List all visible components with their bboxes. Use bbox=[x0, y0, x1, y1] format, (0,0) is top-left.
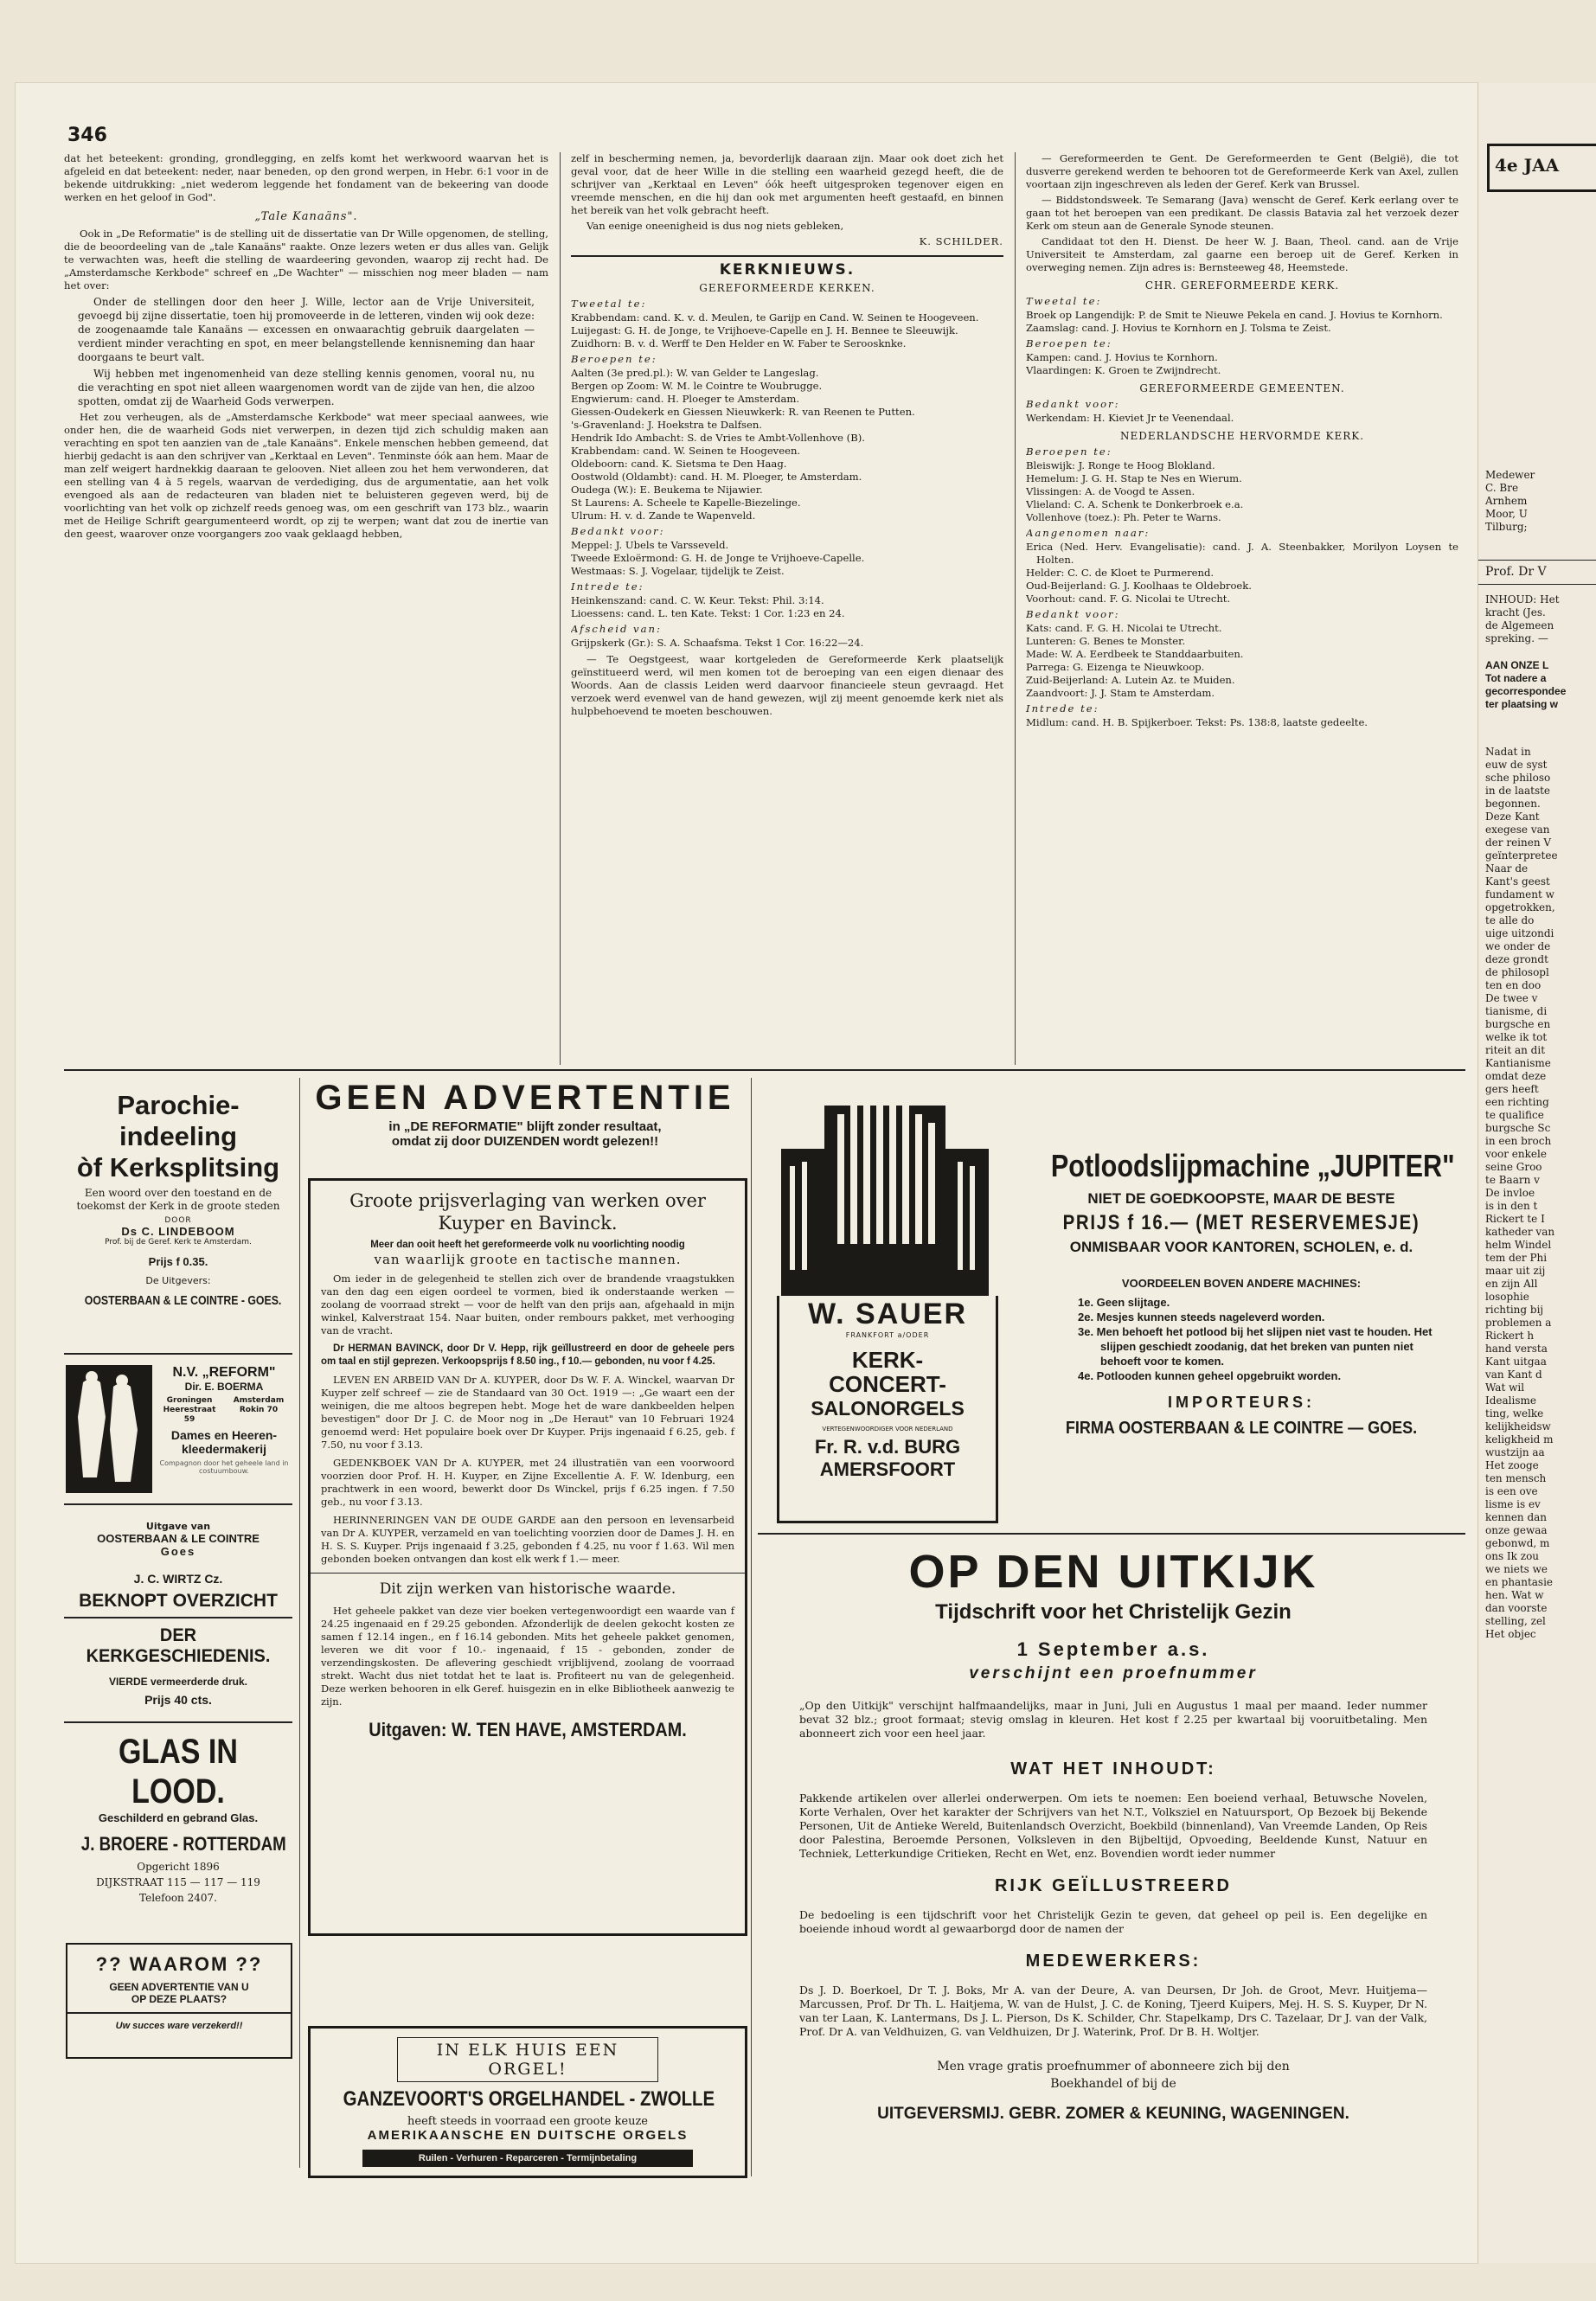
ad-subhead: Dit zijn werken van historische waarde. bbox=[311, 1573, 745, 1598]
ad-title: DER KERKGESCHIEDENIS. bbox=[86, 1625, 271, 1666]
ad-title: ?? WAAROM ?? bbox=[95, 1953, 263, 1975]
news-line: Giessen-Oudekerk en Giessen Nieuwkerk: R. van Reenen te Putten. bbox=[571, 406, 915, 418]
news-line: Hemelum: J. G. H. Stap te Nes en Wierum. bbox=[1026, 472, 1242, 484]
adjacent-line: De invloe bbox=[1485, 1187, 1535, 1199]
news-line: Grijpskerk (Gr.): S. A. Schaafsma. Tekst 1 Cor. 16:22—24. bbox=[571, 637, 864, 649]
ad-title: Potloodslijpmachine „JUPITER" bbox=[1050, 1148, 1455, 1183]
news-line: Meppel: J. Ubels te Varsseveld. bbox=[571, 539, 729, 551]
adjacent-line: begonnen. bbox=[1485, 798, 1541, 810]
adjacent-line: kennen dan bbox=[1485, 1511, 1548, 1523]
ad-text: Men vrage gratis proefnummer of abonneere zich bij den Boekhandel of bij de bbox=[937, 2060, 1290, 2091]
adjacent-line: lisme is ev bbox=[1485, 1498, 1541, 1510]
ad-waarom bbox=[66, 1943, 292, 2059]
ad-divider bbox=[64, 1353, 292, 1355]
article-paragraph: Ook in „De Reformatie" is de stelling uit de dissertatie van Dr Wille opgenomen, de stelling, die de beoordeeling van de „tale Kanaäns" raakte. Onze lezers weten er dus alles van. Gelijk te verwachten was, heeft die stelling de waardeering gevonden, waarop zij recht had. De „Amsterdamsche Kerkbode" schreef en „De Wachter" — misschien nog meer bladen — nam het over: bbox=[64, 228, 548, 292]
adjacent-line: geïnterpretee bbox=[1485, 849, 1558, 862]
ad-subtitle: Tijdschrift voor het Christelijk Gezin bbox=[935, 1600, 1292, 1624]
quoted-paragraph: Onder de stellingen door den heer J. Wille, lector aan de Vrije Universiteit, gevoegd bij zijne dissertatie, toen hij promoveerde in de letteren, vinden wij ook deze: de zoogenaamde tale Kanaäns — excessen en onwaarachtig gebruik daargelaten — verdient minder verachting en spot, en meer belangstellende kennisneming dan haar doorgaans te beurt valt. bbox=[78, 296, 535, 363]
ad-price: Prijs f 0.35. bbox=[148, 1255, 208, 1268]
ad-subhead: MEDEWERKERS: bbox=[1025, 1952, 1202, 1971]
adjacent-text bbox=[1478, 593, 1596, 645]
adjacent-line: C. Bre bbox=[1485, 482, 1519, 494]
tailoring-illustration bbox=[66, 1365, 152, 1493]
church-news-list bbox=[1026, 398, 1458, 425]
ad-text: in „DE REFORMATIE" blijft zonder resultaat, bbox=[388, 1119, 662, 1134]
news-line: Heinkenszand: cand. C. W. Keur. Tekst: Phil. 3:14. bbox=[571, 594, 824, 606]
adjacent-line: burgsche en bbox=[1485, 1018, 1551, 1030]
adjacent-line: losophie bbox=[1485, 1291, 1529, 1303]
adjacent-header bbox=[1487, 144, 1596, 192]
news-category-label: Afscheid van: bbox=[571, 623, 662, 635]
adjacent-line: hand versta bbox=[1485, 1343, 1548, 1355]
ad-feature-item: 1e. Geen slijtage. bbox=[1078, 1296, 1170, 1309]
author-signature: K. SCHILDER. bbox=[919, 235, 1003, 247]
ad-firm: FIRMA OOSTERBAAN & LE COINTRE — GOES. bbox=[1065, 1419, 1418, 1438]
ad-title: J. BROERE - ROTTERDAM bbox=[80, 1833, 286, 1855]
news-line: Vlieland: C. A. Schenk te Donkerbroek e.a. bbox=[1026, 498, 1244, 510]
ad-address: Amsterdam Rokin 70 bbox=[233, 1396, 285, 1414]
ad-column-divider bbox=[751, 1078, 752, 2176]
adjacent-text bbox=[1478, 469, 1596, 534]
news-line: St Laurens: A. Scheele te Kapelle-Biezelinge. bbox=[571, 497, 801, 509]
church-news-list bbox=[571, 298, 1003, 650]
ad-feature-item: 4e. Potlooden kunnen geheel opgebruikt worden. bbox=[1078, 1369, 1342, 1382]
news-line: Bleiswijk: J. Ronge te Hoog Blokland. bbox=[1026, 459, 1215, 471]
ad-divider bbox=[758, 1533, 1465, 1535]
ad-text: verschijnt een proefnummer bbox=[969, 1664, 1258, 1682]
ad-op-den-uitkijk bbox=[765, 1541, 1462, 2170]
article-paragraph: — Gereformeerden te Gent. De Gereformeerden te Gent (België), die tot dusverre gerekend werden te behooren tot de Gereformeerde Kerk van Axel, zullen voortaan zijn ingeschreven als leden der Geref. Kerk van Brussel. bbox=[1026, 152, 1458, 190]
news-line: Hendrik Ido Ambacht: S. de Vries te Ambt-Vollenhove (B). bbox=[571, 432, 865, 444]
ad-bar: Ruilen - Verhuren - Reparceren - Termijnbetaling bbox=[362, 2150, 693, 2167]
church-heading: GEREFORMEERDE KERKEN. bbox=[699, 282, 875, 294]
news-line: Kampen: cand. J. Hovius te Kornhorn. bbox=[1026, 351, 1218, 363]
article-paragraph: Candidaat tot den H. Dienst. De heer W. J. Baan, Theol. cand. aan de Vrije Universiteit te Amsterdam, zal gaarne een beroep uit de Geref. Kerken in overweging nemen. Zijn adres is: Bernsteeweg 48, Heemstede. bbox=[1026, 235, 1458, 273]
ad-text: PRIJS f 16.— (MET RESERVEMESJE) bbox=[1062, 1211, 1420, 1234]
adjacent-line: ten en doo bbox=[1485, 979, 1542, 991]
adjacent-line: Tot nadere a bbox=[1485, 672, 1547, 684]
ad-feature-item: 2e. Mesjes kunnen steeds nageleverd worden. bbox=[1078, 1311, 1325, 1324]
news-category-label: Aangenomen naar: bbox=[1026, 527, 1151, 539]
news-line: Werkendam: H. Kieviet Jr te Veenendaal. bbox=[1026, 412, 1234, 424]
column-divider bbox=[560, 152, 561, 1065]
section-subhead: „Tale Kanaäns". bbox=[254, 210, 358, 223]
ad-kuyper-bavinck bbox=[308, 1178, 747, 1936]
adjacent-line: we onder de bbox=[1485, 940, 1551, 952]
ad-address: DIJKSTRAAT 115 — 117 — 119 bbox=[96, 1876, 260, 1888]
adjacent-line: tem der Phi bbox=[1485, 1252, 1548, 1264]
ad-banner: IN ELK HUIS EEN ORGEL! bbox=[397, 2037, 658, 2082]
ad-text: van waarlijk groote en tactische mannen. bbox=[374, 1252, 682, 1267]
ad-publisher: OOSTERBAAN & LE COINTRE bbox=[97, 1532, 260, 1545]
news-line: Oldeboorn: cand. K. Sietsma te Den Haag. bbox=[571, 458, 787, 470]
ad-text: FRANKFORT a/ODER bbox=[845, 1331, 930, 1339]
news-line: Made: W. A. Eerdbeek te Standdaarbuiten. bbox=[1026, 648, 1244, 660]
adjacent-line: katheder van bbox=[1485, 1226, 1555, 1238]
ad-title: Groote prijsverlaging van werken over Kuyper en Bavinck. bbox=[349, 1190, 706, 1234]
newspaper-page bbox=[16, 83, 1477, 2263]
adjacent-volume: 4e JAA bbox=[1495, 155, 1560, 176]
ad-divider bbox=[64, 1503, 292, 1505]
adjacent-line: ten mensch bbox=[1485, 1472, 1547, 1484]
news-line: Krabbendam: cand. W. Seinen te Hoogeveen. bbox=[571, 445, 801, 457]
ad-subhead: RIJK GEÏLLUSTREERD bbox=[994, 1876, 1233, 1895]
news-line: Zaamslag: cand. J. Hovius te Kornhorn en J. Tolsma te Zeist. bbox=[1026, 322, 1331, 334]
adjacent-line: en phantasie bbox=[1485, 1576, 1554, 1588]
article-paragraph: Het zou verheugen, als de „Amsterdamsche Kerkbode" wat meer speciaal aanwees, wie onder hen, die de waarheid Gods niet verwerpen, in dezen tijd zich schuldig maken aan verachting en spot ten aanzien van de „tale Kanaäns". Enkele menschen hebben gemeend, dat hierbij gedacht is aan den schrijver van „Kerktaal en Leven". Tenminste óók aan hem. Maar de man zelf weigert hardnekkig daaraan te gelooven. Niet alleen zou het hem verwonderen, dat een stelling van 4 à 5 regels, waarvan de verdediging, dus de argumentatie, aan het volk evengoed als aan de redacteuren van bladen niet te beluisteren gegeven werd, bij de voorlichting van het volk op zichzelf reeds genoeg was, om een geschrift van 173 blz., waarin met de Heilige Schrift geargumenteerd wordt, op zij te werpen; want dat zou de inertie van den geest, waarover onze voorgangers zoo vaak geklaagd hebben, bbox=[64, 411, 548, 540]
article-paragraph: dat het beteekent: gronding, grondlegging, en zelfs komt het werkwoord waarvan het is afgeleid en dat beteekent: neder, naar beneden, op den grond werpen, in Hebr. 6:1 voor in de bekende uitdrukking: „niet wederom leggende het fondament van de bekeering van doode werken en het geloof in God". bbox=[64, 152, 548, 203]
news-line: Krabbendam: cand. K. v. d. Meulen, te Garijp en Cand. W. Seinen te Hoogeveen. bbox=[571, 311, 979, 324]
adjacent-line: AAN ONZE L bbox=[1485, 659, 1549, 671]
adjacent-line: en zijn All bbox=[1485, 1278, 1538, 1290]
adjacent-text: Prof. Dr V bbox=[1478, 560, 1596, 585]
ad-title: OP DEN UITKIJK bbox=[908, 1546, 1318, 1598]
adjacent-line: Kantianisme bbox=[1485, 1057, 1551, 1069]
ad-divider bbox=[64, 1721, 292, 1723]
news-line: Voorhout: cand. F. G. Nicolai te Utrecht. bbox=[1026, 593, 1231, 605]
news-category-label: Beroepen te: bbox=[571, 353, 657, 365]
adjacent-line: is een ove bbox=[1485, 1485, 1538, 1497]
adjacent-line: Wat wil bbox=[1485, 1381, 1525, 1394]
ad-paragraph: LEVEN EN ARBEID VAN Dr A. KUYPER, door Ds W. F. A. Winckel, waarvan Dr Kuyper zelf schreef — zie de Standaard van 30 Oct. 1919 —: „Ge waart een der weinigen, die me altoos begrepen hebt. Moge het de ware dankbeelden helpen bevestigen" door Dr J. C. de Moor nog in „De Heraut" van 10 Februari 1924 genoemd werd: Het populaire boek over Dr Kuyper. Prijs ingenaaid f 6.25, geb. f 7.50, nu voor f 3.13. bbox=[321, 1374, 734, 1451]
adjacent-line: dan voorste bbox=[1485, 1602, 1548, 1614]
adjacent-line: exegese van bbox=[1485, 824, 1550, 836]
ad-feature-item: 3e. Men behoeft het potlood bij het slijpen niet vast te houden. Het slijpen geschiedt zoodanig, dat het breken van punten niet behoeft voor te komen. bbox=[1078, 1325, 1433, 1368]
ad-subhead: WAT HET INHOUDT: bbox=[1010, 1759, 1216, 1779]
news-line: Bergen op Zoom: W. M. le Cointre te Woubrugge. bbox=[571, 380, 823, 392]
news-line: Broek op Langendijk: P. de Smit te Nieuwe Pekela en cand. J. Hovius te Kornhorn. bbox=[1026, 309, 1443, 321]
adjacent-line: kelijkheidsw bbox=[1485, 1420, 1551, 1433]
adjacent-line: gers heeft bbox=[1485, 1083, 1539, 1095]
news-line: Helder: C. C. de Kloet te Purmerend. bbox=[1026, 567, 1215, 579]
adjacent-line: Kant uitgaa bbox=[1485, 1356, 1547, 1368]
ad-text: GEEN ADVERTENTIE VAN U bbox=[109, 1981, 249, 1993]
adjacent-line: De twee v bbox=[1485, 992, 1538, 1004]
ad-publisher: OOSTERBAAN & LE COINTRE - GOES. bbox=[84, 1293, 282, 1308]
ad-text: Geschilderd en gebrand Glas. bbox=[98, 1811, 259, 1824]
church-heading: NEDERLANDSCHE HERVORMDE KERK. bbox=[1119, 430, 1365, 442]
ad-text: omdat zij door DUIZENDEN wordt gelezen!! bbox=[391, 1134, 659, 1149]
ad-author: J. C. WIRTZ Cz. bbox=[133, 1572, 223, 1586]
adjacent-line: in de laatste bbox=[1485, 785, 1551, 797]
adjacent-line: in een broch bbox=[1485, 1135, 1552, 1147]
adjacent-line: Tilburg; bbox=[1485, 521, 1528, 533]
news-category-label: Beroepen te: bbox=[1026, 445, 1112, 458]
ad-text: VIERDE vermeerderde druk. bbox=[108, 1676, 248, 1688]
ad-paragraph: Om ieder in de gelegenheid te stellen zich over de brandende vraagstukken van den dag een eigen oordeel te vormen, bied ik onderstaande werken — zoolang de voorraad strekt — voor de helft van den prijs aan, afgehaald in mijn winkel, Kalverstraat 154. Naar buiten, onder rembours pakket, met verhooging van de vracht. bbox=[321, 1272, 734, 1336]
ad-text: CONCERT- bbox=[829, 1371, 946, 1397]
organ-building-illustration bbox=[764, 1080, 1006, 1296]
ad-text: heeft steeds in voorraad een groote keuze bbox=[407, 2115, 648, 2128]
adjacent-line: Arnhem bbox=[1485, 495, 1528, 507]
news-line: 's-Gravenland: J. Hoekstra te Dalfsen. bbox=[571, 419, 762, 431]
ad-paragraph: De bedoeling is een tijdschrift voor het Christelijk Gezin te geven, dat geheel op peil is. Een degelijke en boeiende inhoud wordt al gewaarborgd door de namen der bbox=[799, 1908, 1427, 1935]
church-news-list bbox=[1026, 295, 1458, 377]
ad-text: SALONORGELS bbox=[811, 1397, 965, 1420]
adjacent-line: sche philoso bbox=[1485, 772, 1551, 784]
church-heading: CHR. GEREFORMEERDE KERK. bbox=[1144, 279, 1340, 292]
ad-feature-list bbox=[1078, 1295, 1452, 1383]
news-line: Westmaas: S. J. Vogelaar, tijdelijk te Zeist. bbox=[571, 565, 785, 577]
adjacent-line: spreking. — bbox=[1485, 632, 1548, 644]
adjacent-line: deze grondt bbox=[1485, 953, 1548, 965]
ad-text: Compagnon door het geheele land in costuumbouw. bbox=[159, 1459, 289, 1475]
ad-date: 1 September a.s. bbox=[1016, 1638, 1210, 1660]
news-category-label: Tweetal te: bbox=[1026, 295, 1102, 307]
ad-paragraph: Het geheele pakket van deze vier boeken vertegenwoordigt een waarde van f 24.25 ingenaaid en f 29.25 gebonden. Afzonderlijk de deelen gekocht kosten ze samen f 12.14 ingen., en f 16.14 gebonden. Mits het geheele pakket genomen, leveren we dit voor f 10.- ingenaaid, f 15 - gebonden, zonder de verzendingskosten. De aflevering geschiedt vrijblijvend, zoolang de voorraad strekt. Wacht dus niet totdat het te laat is. Profiteert nu van de gelegenheid. Deze werken behooren in elk Geref. huisgezin en in elke Bibliotheek aanwezig te zijn. bbox=[321, 1605, 734, 1708]
ad-text: VOORDEELEN BOVEN ANDERE MACHINES: bbox=[1121, 1277, 1362, 1290]
column-divider bbox=[1015, 152, 1016, 1065]
news-category-label: Intrede te: bbox=[1026, 702, 1099, 715]
ad-title: Parochie-indeeling bbox=[117, 1090, 240, 1151]
ad-text: De Uitgevers: bbox=[145, 1275, 211, 1286]
adjacent-page-strip bbox=[1477, 83, 1596, 2263]
ad-text: VERTEGENWOORDIGER VOOR NEDERLAND bbox=[822, 1426, 953, 1433]
adjacent-line: problemen a bbox=[1485, 1317, 1552, 1329]
ad-text: Uw succes ware verzekerd!! bbox=[115, 2021, 243, 2031]
news-line: Zuidhorn: B. v. d. Werff te Den Helder en W. Faber te Seroosknke. bbox=[571, 337, 907, 349]
news-line: Midlum: cand. H. B. Spijkerboer. Tekst: Ps. 138:8, laatste gedeelte. bbox=[1026, 716, 1368, 728]
ad-price: Prijs 40 cts. bbox=[144, 1693, 212, 1707]
ad-text: Meer dan ooit heeft het gereformeerde volk nu voorlichting noodig bbox=[370, 1240, 685, 1250]
adjacent-line: welke ik tot bbox=[1485, 1031, 1548, 1043]
ad-title: W. SAUER bbox=[807, 1298, 968, 1330]
news-line: Vlaardingen: K. Groen te Zwijndrecht. bbox=[1026, 364, 1221, 376]
ad-paragraph: „Op den Uitkijk" verschijnt halfmaandelijks, maar in Juni, Juli en Augustus 1 maal per maand. Ieder nummer bevat 32 blz.; groot formaat; stevig omslag in kleuren. Het kost f 2.25 per kwartaal bij vooruitbetaling. Men abonneert zich voor een heel jaar. bbox=[799, 1699, 1427, 1740]
article-paragraph: zelf in bescherming nemen, ja, bevorderlijk daaraan zijn. Maar ook doet zich het geval voor, dat de heer Wille in die stelling een waarheid gezegd heeft, die de schrijver van „Kerktaal en Leven" óók heeft uitgesproken tegenover eigen en vreemde menschen, en die hij dan ook met argumenten heeft gestaafd, en binnen het bereik van het volk gebracht heeft. bbox=[571, 152, 1003, 216]
news-line: Erica (Ned. Herv. Evangelisatie): cand. J. A. Steenbakker, Morilyon Loysen te Holten. bbox=[1026, 541, 1458, 566]
ad-title: BEKNOPT OVERZICHT bbox=[64, 1591, 292, 1618]
church-news-list bbox=[1026, 445, 1458, 729]
adjacent-line: riteit an dit bbox=[1485, 1044, 1546, 1056]
adjacent-line: Rickert h bbox=[1485, 1330, 1535, 1342]
ad-text: Prof. bij de Geref. Kerk te Amsterdam. bbox=[105, 1238, 252, 1247]
ad-text: KERK- bbox=[851, 1347, 924, 1373]
adjacent-line: der reinen V bbox=[1485, 836, 1552, 849]
ad-text: Opgericht 1896 bbox=[137, 1861, 220, 1873]
adjacent-line: euw de syst bbox=[1485, 759, 1548, 771]
news-line: Tweede Exloërmond: G. H. de Jonge te Vrijhoeve-Capelle. bbox=[571, 552, 865, 564]
ad-text: AMERIKAANSCHE EN DUITSCHE ORGELS bbox=[367, 2128, 689, 2143]
ad-orgelhandel bbox=[308, 2026, 747, 2178]
ad-reform bbox=[64, 1360, 292, 1498]
adjacent-line: tianisme, di bbox=[1485, 1005, 1548, 1017]
adjacent-line: Het zooge bbox=[1485, 1459, 1539, 1471]
ad-wirtz bbox=[64, 1512, 292, 1715]
ad-title: GLAS IN LOOD. bbox=[119, 1733, 238, 1811]
news-category-label: Bedankt voor: bbox=[571, 525, 665, 537]
news-line: Vollenhove (toez.): Ph. Peter te Warns. bbox=[1026, 511, 1221, 523]
news-line: Aalten (3e pred.pl.): W. van Gelder te Langeslag. bbox=[571, 367, 819, 379]
adjacent-line: ter plaatsing w bbox=[1485, 698, 1559, 710]
ad-address: Groningen Heerestraat 59 bbox=[163, 1396, 216, 1424]
ad-text: AMERSFOORT bbox=[819, 1458, 956, 1480]
article-column-2 bbox=[571, 152, 1003, 1065]
news-line: Zuid-Beijerland: A. Lutein Az. te Muiden. bbox=[1026, 674, 1235, 686]
ad-paragraph: Ds J. D. Boerkoel, Dr T. J. Boks, Mr A. van der Deure, A. van Deursen, Dr Joh. de Groot, Mevr. Huitjema—Marcussen, Prof. Dr Th. L. Haitjema, W. van de Hulst, J. C. de Koning, Tjeerd Kuipers, Mej. H. S. S. Kuyper, Dr N. van ter Laan, K. Lantermans, Ds J. L. Pierson, Ds K. Schilder, Chr. Stapelkamp, Drs C. Tazelaar, Dr J. van der Valk, Prof. Dr A. van Veldhuizen, G. van Veldhuizen, Dr J. Waterink, Prof. Dr B. H. Woltjer. bbox=[799, 1984, 1427, 2038]
ad-column-divider bbox=[299, 1078, 300, 2168]
adjacent-line: helm Windel bbox=[1485, 1239, 1552, 1251]
adjacent-line: Idealisme bbox=[1485, 1394, 1536, 1407]
ad-author: Ds C. LINDEBOOM bbox=[121, 1225, 235, 1238]
ad-phone: Telefoon 2407. bbox=[139, 1892, 217, 1904]
news-line: Kats: cand. F. G. H. Nicolai te Utrecht. bbox=[1026, 622, 1222, 634]
adjacent-line: is in den t bbox=[1485, 1200, 1538, 1212]
adjacent-line: we niets we bbox=[1485, 1563, 1548, 1575]
ad-geen-advertentie bbox=[306, 1078, 744, 1164]
ad-text: NIET DE GOEDKOOPSTE, MAAR DE BESTE bbox=[1087, 1190, 1395, 1207]
ad-text: Uitgave van bbox=[145, 1521, 211, 1532]
adjacent-line: onze gewaa bbox=[1485, 1524, 1548, 1536]
adjacent-line: maar uit zij bbox=[1485, 1265, 1546, 1277]
adjacent-line: ons Ik zou bbox=[1485, 1550, 1540, 1562]
news-category-label: Tweetal te: bbox=[571, 298, 647, 310]
ads-top-rule bbox=[64, 1069, 1465, 1071]
ad-paragraph: Dr HERMAN BAVINCK, door Dr V. Hepp, rijk geïllustreerd en door de geheele pers om taal en stijl geprezen. Verkoopsprijs f 8.50 ing., f 10.— gebonden, nu voor f 4.25. bbox=[321, 1343, 734, 1367]
adjacent-line: opgetrokken, bbox=[1485, 901, 1555, 913]
adjacent-line: hen. Wat w bbox=[1485, 1589, 1544, 1601]
news-line: Luijegast: G. H. de Jonge, te Vrijhoeve-Capelle en J. H. Bennee te Sleeuwijk. bbox=[571, 324, 958, 336]
ad-sauer-orgels bbox=[760, 1080, 1010, 1529]
news-line: Oud-Beijerland: G. J. Koolhaas te Oldebroek. bbox=[1026, 580, 1252, 592]
ad-text: OP DEZE PLAATS? bbox=[131, 1993, 228, 2005]
adjacent-line: omdat deze bbox=[1485, 1070, 1547, 1082]
adjacent-line: van Kant d bbox=[1485, 1368, 1542, 1381]
adjacent-line: richting bij bbox=[1485, 1304, 1544, 1316]
section-heading: KERKNIEUWS. bbox=[571, 255, 1003, 277]
adjacent-line: Deze Kant bbox=[1485, 811, 1540, 823]
adjacent-line: fundament w bbox=[1485, 888, 1554, 901]
adjacent-text bbox=[1478, 659, 1596, 711]
article-column-1 bbox=[64, 152, 548, 1065]
adjacent-line: Kant's geest bbox=[1485, 875, 1550, 888]
ad-text: Een woord over den toestand en de toekomst der Kerk in de groote steden bbox=[76, 1187, 280, 1212]
adjacent-line: gecorrespondee bbox=[1485, 685, 1567, 697]
adjacent-text bbox=[1478, 746, 1596, 1641]
news-line: Ulrum: H. v. d. Zande te Wapenveld. bbox=[571, 510, 756, 522]
page-number: 346 bbox=[67, 125, 107, 146]
ad-agent: Fr. R. v.d. BURG bbox=[814, 1436, 961, 1458]
ad-paragraph: GEDENKBOEK VAN Dr A. KUYPER, met 24 illustratiën van een voorwoord voorzien door Prof. H. H. Kuyper, en Zijne Excellentie A. F. W. Idenburg, een prachtwerk in een woord, bewerkt door Ds Winckel, prijs f 6.25 ingen. f 7.50 geb., nu voor f 3.13. bbox=[321, 1457, 734, 1508]
news-line: Oostwold (Oldambt): cand. H. M. Ploeger, te Amsterdam. bbox=[571, 471, 862, 483]
adjacent-line: INHOUD: Het bbox=[1485, 593, 1560, 606]
news-line: Zaandvoort: J. J. Stam te Amsterdam. bbox=[1026, 687, 1215, 699]
ad-text: Dames en Heeren-kleedermakerij bbox=[170, 1428, 278, 1456]
adjacent-line: te Baarn v bbox=[1485, 1174, 1540, 1186]
adjacent-line: te alle do bbox=[1485, 914, 1535, 926]
adjacent-line: voor enkele bbox=[1485, 1148, 1547, 1160]
ad-title: GANZEVOORT'S ORGELHANDEL - ZWOLLE bbox=[343, 2087, 715, 2111]
article-paragraph: — Te Oegstgeest, waar kortgeleden de Gereformeerde Kerk plaatselijk geïnstitueerd werd, wil men komen tot de beroeping van een eigen dienaar des Woords. Aan de classis Leiden werd daarvoor financieele steun gevraagd. Het verzoek werd evenwel van de hand gewezen, wijl zij meent genoemde kerk niet als hulpbehoevend te moeten beschouwen. bbox=[571, 653, 1003, 717]
adjacent-line: te qualifice bbox=[1485, 1109, 1544, 1121]
adjacent-line: burgsche Sc bbox=[1485, 1122, 1551, 1134]
ad-publisher: UITGEVERSMIJ. GEBR. ZOMER & KEUNING, WAGENINGEN. bbox=[877, 2105, 1349, 2123]
ad-text: IMPORTEURS: bbox=[1168, 1394, 1315, 1411]
adjacent-line: Moor, U bbox=[1485, 508, 1528, 520]
ad-paragraph: HERINNERINGEN VAN DE OUDE GARDE aan den persoon en levensarbeid van Dr A. KUYPER, verzameld en van toelichting voorzien door de Dames J. H. en H. S. S. Kuyper. Prijs ingenaaid f 3.25, gebonden f 4.25, nu voor f 1.63. Wil men gebonden boeken ontvangen dan kost elk werk f 1.— meer. bbox=[321, 1514, 734, 1565]
news-line: Lioessens: cand. L. ten Kate. Tekst: 1 Cor. 1:23 en 24. bbox=[571, 607, 845, 619]
adjacent-line: Rickert te I bbox=[1485, 1213, 1545, 1225]
ad-glas-in-lood bbox=[64, 1728, 292, 1910]
ad-parochie bbox=[64, 1086, 292, 1346]
adjacent-line: Nadat in bbox=[1485, 746, 1531, 758]
news-line: Oudega (W.): E. Beukema te Nijawier. bbox=[571, 484, 763, 496]
adjacent-line: Het objec bbox=[1485, 1628, 1536, 1640]
adjacent-line: Medewer bbox=[1485, 469, 1535, 481]
news-line: Lunteren: G. Benes te Monster. bbox=[1026, 635, 1186, 647]
quoted-paragraph: Wij hebben met ingenomenheid van deze stelling kennis genomen, vooral nu, nu die verachting en spot niet alleen waargenomen wordt van de zijde van hen, die alzoo spotten, omdat zij de Waarheid Gods verwerpen. bbox=[78, 368, 535, 407]
ad-publisher: Uitgaven: W. TEN HAVE, AMSTERDAM. bbox=[369, 1719, 687, 1740]
ad-text: DOOR bbox=[164, 1216, 192, 1225]
ad-title: N.V. „REFORM" bbox=[172, 1365, 276, 1380]
ad-jupiter bbox=[1017, 1080, 1465, 1529]
ad-text: ONMISBAAR VOOR KANTOREN, SCHOLEN, e. d. bbox=[1069, 1239, 1413, 1255]
adjacent-line: ting, welke bbox=[1485, 1407, 1544, 1420]
ad-title: òf Kerksplitsing bbox=[76, 1152, 280, 1183]
news-category-label: Intrede te: bbox=[571, 580, 644, 593]
news-line: Engwierum: cand. H. Ploeger te Amsterdam. bbox=[571, 393, 800, 405]
article-column-3 bbox=[1026, 152, 1458, 1065]
ad-title: GEEN ADVERTENTIE bbox=[315, 1079, 735, 1117]
adjacent-line: seine Groo bbox=[1485, 1161, 1542, 1173]
adjacent-line: de Algemeen bbox=[1485, 619, 1554, 631]
news-category-label: Bedankt voor: bbox=[1026, 398, 1120, 410]
ad-text: Dir. E. BOERMA bbox=[184, 1381, 264, 1393]
adjacent-line: Naar de bbox=[1485, 862, 1529, 875]
adjacent-line: wustzijn aa bbox=[1485, 1446, 1545, 1458]
adjacent-line: stelling, zel bbox=[1485, 1615, 1546, 1627]
adjacent-line: een richting bbox=[1485, 1096, 1549, 1108]
news-category-label: Bedankt voor: bbox=[1026, 608, 1120, 620]
news-line: Vlissingen: A. de Voogd te Assen. bbox=[1026, 485, 1195, 497]
news-line: Parrega: G. Eizenga te Nieuwkoop. bbox=[1026, 661, 1205, 673]
ad-text: Goes bbox=[160, 1545, 196, 1558]
article-paragraph: Van eenige oneenigheid is dus nog niets gebleken, bbox=[586, 220, 844, 232]
article-paragraph: — Biddstondsweek. Te Semarang (Java) wenscht de Geref. Kerk eerlang over te gaan tot het beroepen van een predikant. De classis Batavia zal het verzoek dezer Kerk om steun aan de Generale Synode steunen. bbox=[1026, 194, 1458, 232]
adjacent-line: de philosopl bbox=[1485, 966, 1549, 978]
ad-paragraph: Pakkende artikelen over allerlei onderwerpen. Om iets te noemen: Een boeiend verhaal, Betuwsche Novelen, Korte Verhalen, Over het karakter der Schrijvers van het N.T., Volksziel en Natuursport, Op Bezoek bij Bekende Personen, Uit de Antieke Wereld, Buitenlandsch Overzicht, Boekbild (binnenland), Van Vreemde Landen, Op Reis door Palestina, Beroemde Personen, Volksleven in den Bijbeltijd, Opvoeding, Beeldende Kunst, Natuur en Techniek, Letterkundige Critieken, Recht en Wet, enz. Bovendien wordt ieder nummer bbox=[799, 1791, 1427, 1860]
adjacent-line: kracht (Jes. bbox=[1485, 606, 1546, 619]
adjacent-line: keligkheid m bbox=[1485, 1433, 1554, 1445]
adjacent-line: uige uitzondi bbox=[1485, 927, 1554, 939]
church-heading: GEREFORMEERDE GEMEENTEN. bbox=[1139, 382, 1345, 394]
adjacent-line: gebonwd, m bbox=[1485, 1537, 1550, 1549]
news-category-label: Beroepen te: bbox=[1026, 337, 1112, 349]
